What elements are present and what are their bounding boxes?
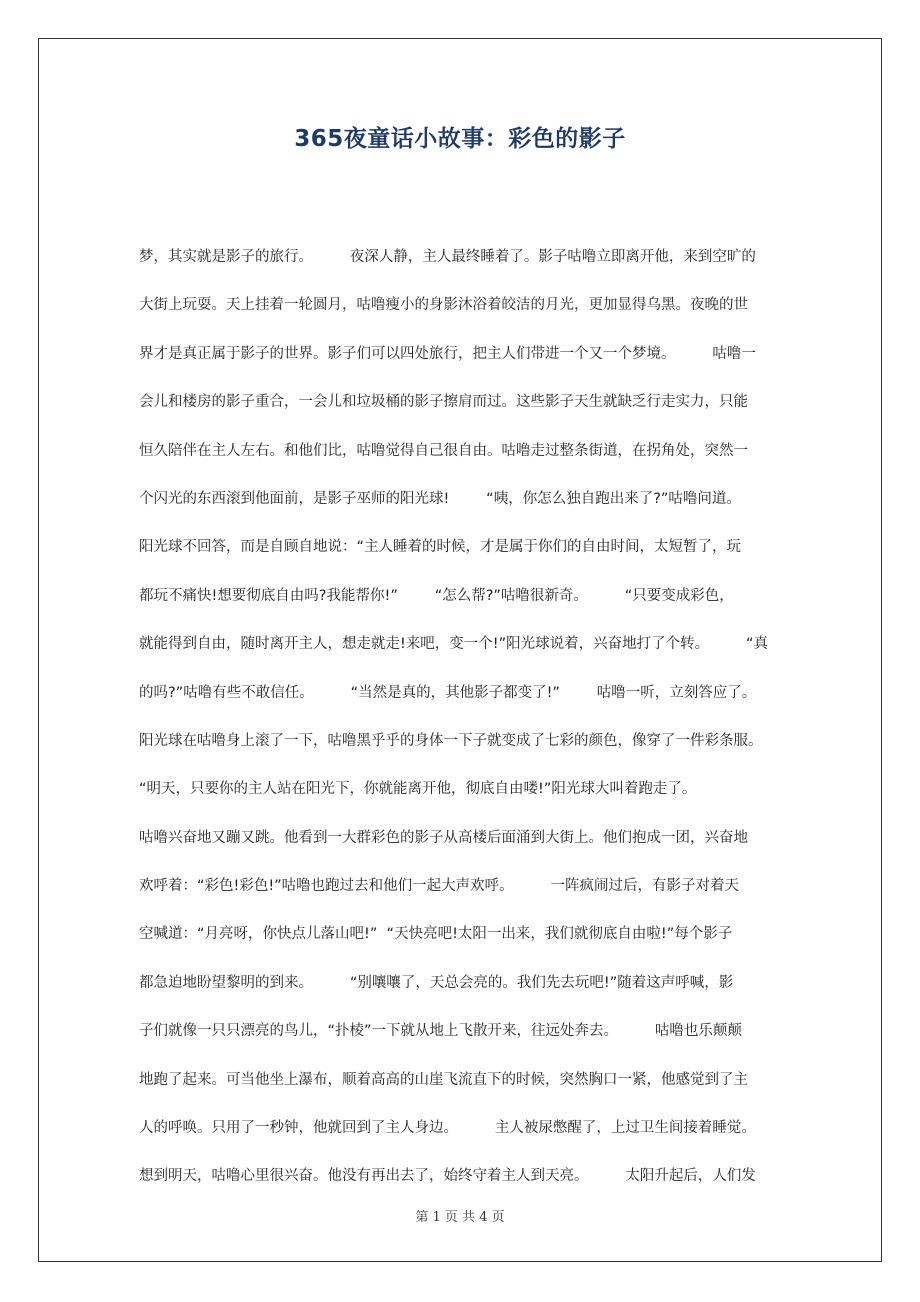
text-line: 子们就像一只只漂亮的鸟儿，“扑棱”一下就从地上飞散开来，往远处奔去。 咕噜也乐颠颠 [139, 1023, 742, 1040]
text-line: 欢呼着：“彩色!彩色!”咕噜也跑过去和他们一起大声欢呼。 一阵疯闹过后，有影子对着天 [139, 878, 740, 895]
text-line: 地跑了起来。可当他坐上瀑布，顺着高高的山崖飞流直下的时候，突然胸口一紧，他感觉到了主 [139, 1071, 748, 1088]
text-line: 都急迫地盼望黎明的到来。 “别嚷嚷了，天总会亮的。我们先去玩吧!”随着这声呼喊，影 [139, 974, 734, 991]
text-line: 个闪光的东西滚到他面前，是影子巫师的阳光球! “咦，你怎么独自跑出来了?”咕噜问道。 [139, 490, 741, 507]
text-line: 想到明天，咕噜心里很兴奋。他没有再出去了，始终守着主人到天亮。 太阳升起后，人们发 [139, 1168, 756, 1185]
text-line: 咕噜兴奋地又蹦又跳。他看到一大群彩色的影子从高楼后面涌到大街上。他们抱成一团，兴奋地 [139, 829, 748, 846]
document-title: 365夜童话小故事：彩色的影子 [294, 126, 626, 152]
text-line: 阳光球在咕噜身上滚了一下，咕噜黑乎乎的身体一下子就变成了七彩的颜色，像穿了一件彩条服。 [139, 732, 763, 749]
page-number-footer: 第 1 页 共 4 页 [415, 1210, 505, 1225]
text-line: 会儿和楼房的影子重合，一会儿和垃圾桶的影子擦肩而过。这些影子天生就缺乏行走实力，只能 [139, 394, 748, 411]
text-line: 恒久陪伴在主人左右。和他们比，咕噜觉得自己很自由。咕噜走过整条街道，在拐角处，突然一 [139, 442, 748, 459]
text-line: “明天，只要你的主人站在阳光下，你就能离开他，彻底自由喽!”阳光球大叫着跑走了。 [139, 781, 697, 798]
text-line: 人的呼唤。只用了一秒钟，他就回到了主人身边。 主人被尿憋醒了，上过卫生间接着睡觉。 [139, 1120, 756, 1137]
story-body [139, 237, 799, 1205]
text-line: 空喊道：“月亮呀，你快点儿落山吧!” “天快亮吧!太阳一出来，我们就彻底自由啦!”每个影子 [139, 926, 733, 943]
text-line: 都玩不痛快!想要彻底自由吗?我能帮你!” “怎么帮?”咕噜很新奇。 “只要变成彩色， [139, 587, 734, 604]
text-line: 大街上玩耍。天上挂着一轮圆月，咕噜瘦小的身影沐浴着皎洁的月光，更加显得乌黑。夜晚的世 [139, 297, 748, 314]
text-line: 界才是真正属于影子的世界。影子们可以四处旅行，把主人们带进一个又一个梦境。 咕噜一 [139, 345, 756, 362]
text-line: 的吗?”咕噜有些不敢信任。 “当然是真的，其他影子都变了!” 咕噜一听，立刻答应了。 [139, 684, 757, 701]
text-line: 梦，其实就是影子的旅行。 夜深人静，主人最终睡着了。影子咕噜立即离开他，来到空旷的 [139, 249, 756, 265]
text-line: 就能得到自由，随时离开主人，想走就走!来吧，变一个!”阳光球说着，兴奋地打了个转。 “真 [139, 636, 769, 653]
text-line: 阳光球不回答，而是自顾自地说：“主人睡着的时候，才是属于你们的自由时间，太短暂了，玩 [139, 539, 742, 556]
